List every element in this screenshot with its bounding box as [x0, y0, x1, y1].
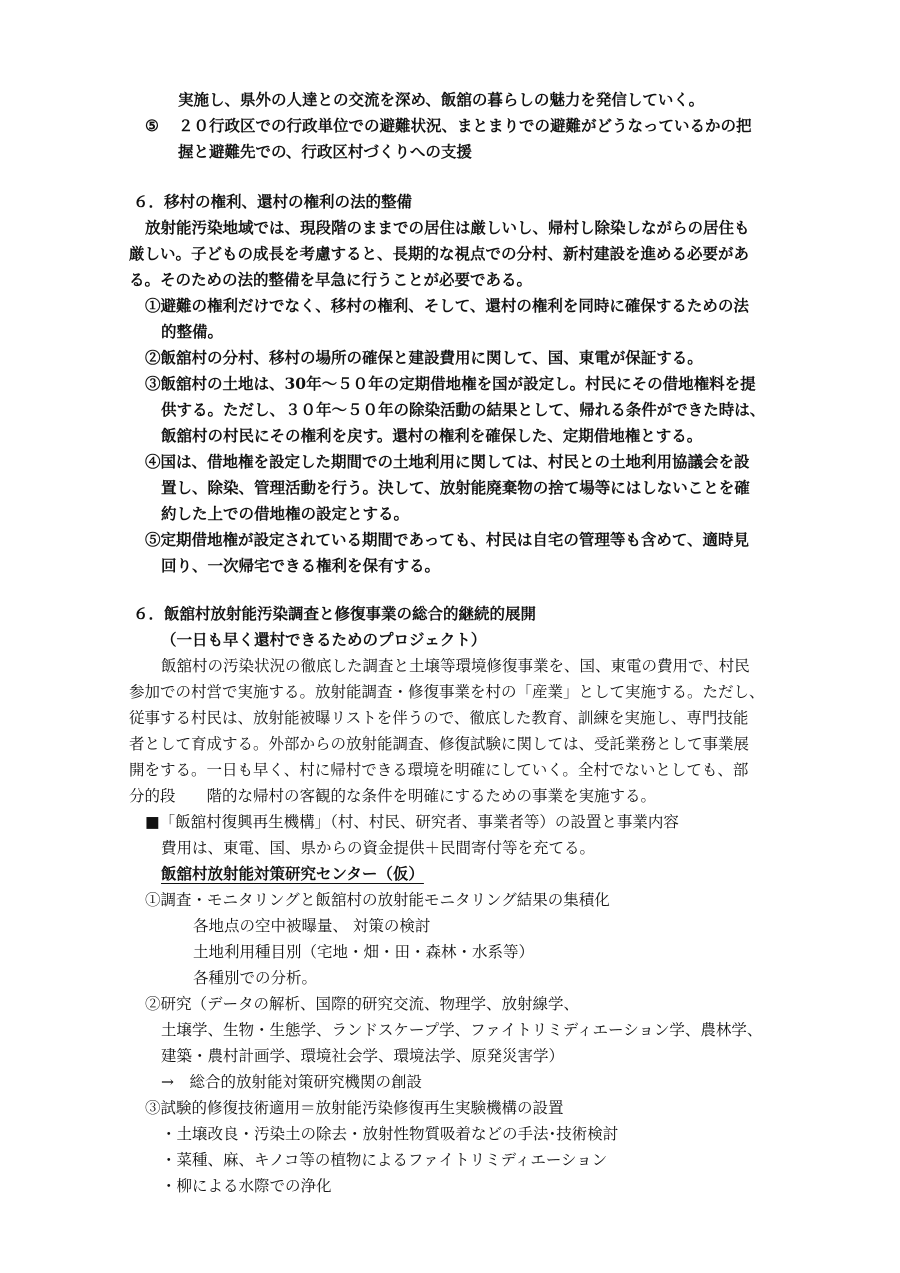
sec6b-paragraph-line: 従事する村民は、放射能被曝リストを伴うので、徹底した教育、訓練を実施し、専門技能 [129, 709, 749, 727]
sec6b-heading: ６．飯舘村放射能汚染調査と修復事業の総合的継続的展開 [133, 604, 537, 623]
center-item2-line: 土壌学、生物・生態学、ランドスケープ学、ファイトリミディエーション学、農林学、 [161, 1021, 763, 1039]
center-item3-bullet: ・菜種、麻、キノコ等の植物によるファイトリミディエーション [161, 1151, 608, 1169]
center-item2-line: 建築・農村計画学、環境社会学、環境法学、原発災害学） [161, 1047, 565, 1065]
center-item1-sub: 各地点の空中被曝量、 対策の検討 [193, 917, 431, 935]
sec5-item5-line1: ２０行政区での行政単位での避難状況、まとまりでの避難がどうなっているかの把 [178, 116, 752, 135]
sec6a-item5-line: 回り、一次帰宅できる権利を保有する。 [161, 556, 441, 575]
sec5-item5-marker: ⑤ [145, 116, 159, 135]
org-establishment-line: ■「飯舘村復興再生機構」（村、村民、研究者、事業者等）の設置と事業内容 [145, 813, 679, 831]
sec6a-item4-line: 約した上での借地権の設定とする。 [161, 504, 410, 523]
center-item3-bullet: ・柳による水際での浄化 [161, 1177, 332, 1195]
sec6b-paragraph-line: 分的段 階的な帰村の客観的な条件を明確にするための事業を実施する。 [129, 787, 657, 805]
sec6a-item4-line: 置し、除染、管理活動を行う。決して、放射能廃棄物の捨て場等にはしないことを確 [161, 478, 750, 497]
center-item2-line: ②研究（データの解析、国際的研究交流、物理学、放射線学、 [145, 995, 580, 1013]
funding-line: 費用は、東電、国、県からの資金提供＋民間寄付等を充てる。 [161, 839, 596, 857]
sec5-item5-line2: 握と避難先での、行政区村づくりへの支援 [178, 142, 472, 161]
sec6a-item1-line: ①避難の権利だけでなく、移村の権利、そして、還村の権利を同時に確保するための法 [145, 296, 749, 315]
center-item3-bullet: ・土壌改良・汚染土の除去・放射性物質吸着などの手法･技術検討 [161, 1125, 619, 1143]
sec6a-item3-line: ③飯舘村の土地は、30年～５０年の定期借地権を国が設定し。村民にその借地権料を提 [145, 374, 756, 393]
sec6a-item3-line: 供する。ただし、３０年～５０年の除染活動の結果として、帰れる条件ができた時は、 [161, 400, 766, 419]
sec6a-heading: ６．移村の権利、還村の権利の法的整備 [133, 192, 413, 211]
center-item3: ③試験的修復技術適用＝放射能汚染修復再生実験機構の設置 [145, 1099, 564, 1117]
research-center-title: 飯舘村放射能対策研究センター（仮） [161, 864, 424, 883]
center-item1: ①調査・モニタリングと飯舘村の放射能モニタリング結果の集積化 [145, 891, 610, 909]
center-item2-arrow-line: → 総合的放射能対策研究機関の創設 [161, 1073, 422, 1091]
sec5-continuation-line: 実施し、県外の人達との交流を深め、飯舘の暮らしの魅力を発信していく。 [178, 90, 705, 109]
sec6a-item5-line: ⑤定期借地権が設定されている期間であっても、村民は自宅の管理等も含めて、適時見 [145, 530, 750, 549]
sec6b-paragraph-line: 開をする。一日も早く、村に帰村できる環境を明確にしていく。全村でないとしても、部 [129, 761, 749, 779]
center-item1-sub: 土地利用種目別（宅地・畑・田・森林・水系等） [193, 943, 535, 961]
sec6a-paragraph-line: 厳しい。子どもの成長を考慮すると、長期的な視点での分村、新村建設を進める必要があ [129, 244, 750, 263]
sec6a-item3-line: 飯舘村の村民にその権利を戻す。還村の権利を確保した、定期借地権とする。 [161, 426, 703, 445]
sec6b-paragraph-line: 飯舘村の汚染状況の徹底した調査と土壌等環境修復事業を、国、東電の費用で、村民 [161, 657, 750, 675]
sec6a-item1-line: 的整備。 [161, 322, 224, 341]
sec6a-paragraph-line: 放射能汚染地域では、現段階のままでの居住は厳しいし、帰村し除染しながらの居住も [145, 218, 750, 237]
sec6b-paragraph-line: 者として育成する。外部からの放射能調査、修復試験に関しては、受託業務として事業展 [129, 735, 750, 753]
sec6a-paragraph-line: る。そのための法的整備を早急に行うことが必要である。 [129, 270, 533, 289]
sec6a-item2-line: ②飯舘村の分村、移村の場所の確保と建設費用に関して、国、東電が保証する。 [145, 348, 703, 367]
center-item1-sub: 各種別での分析。 [193, 969, 318, 987]
sec6b-paragraph-line: 参加での村営で実施する。放射能調査・修復事業を村の「産業」として実施する。ただし、 [129, 683, 765, 701]
sec6b-subheading: （一日も早く還村できるためのプロジェクト） [161, 630, 487, 649]
sec6a-item4-line: ④国は、借地権を設定した期間での土地利用に関しては、村民との土地利用協議会を設 [145, 452, 750, 471]
